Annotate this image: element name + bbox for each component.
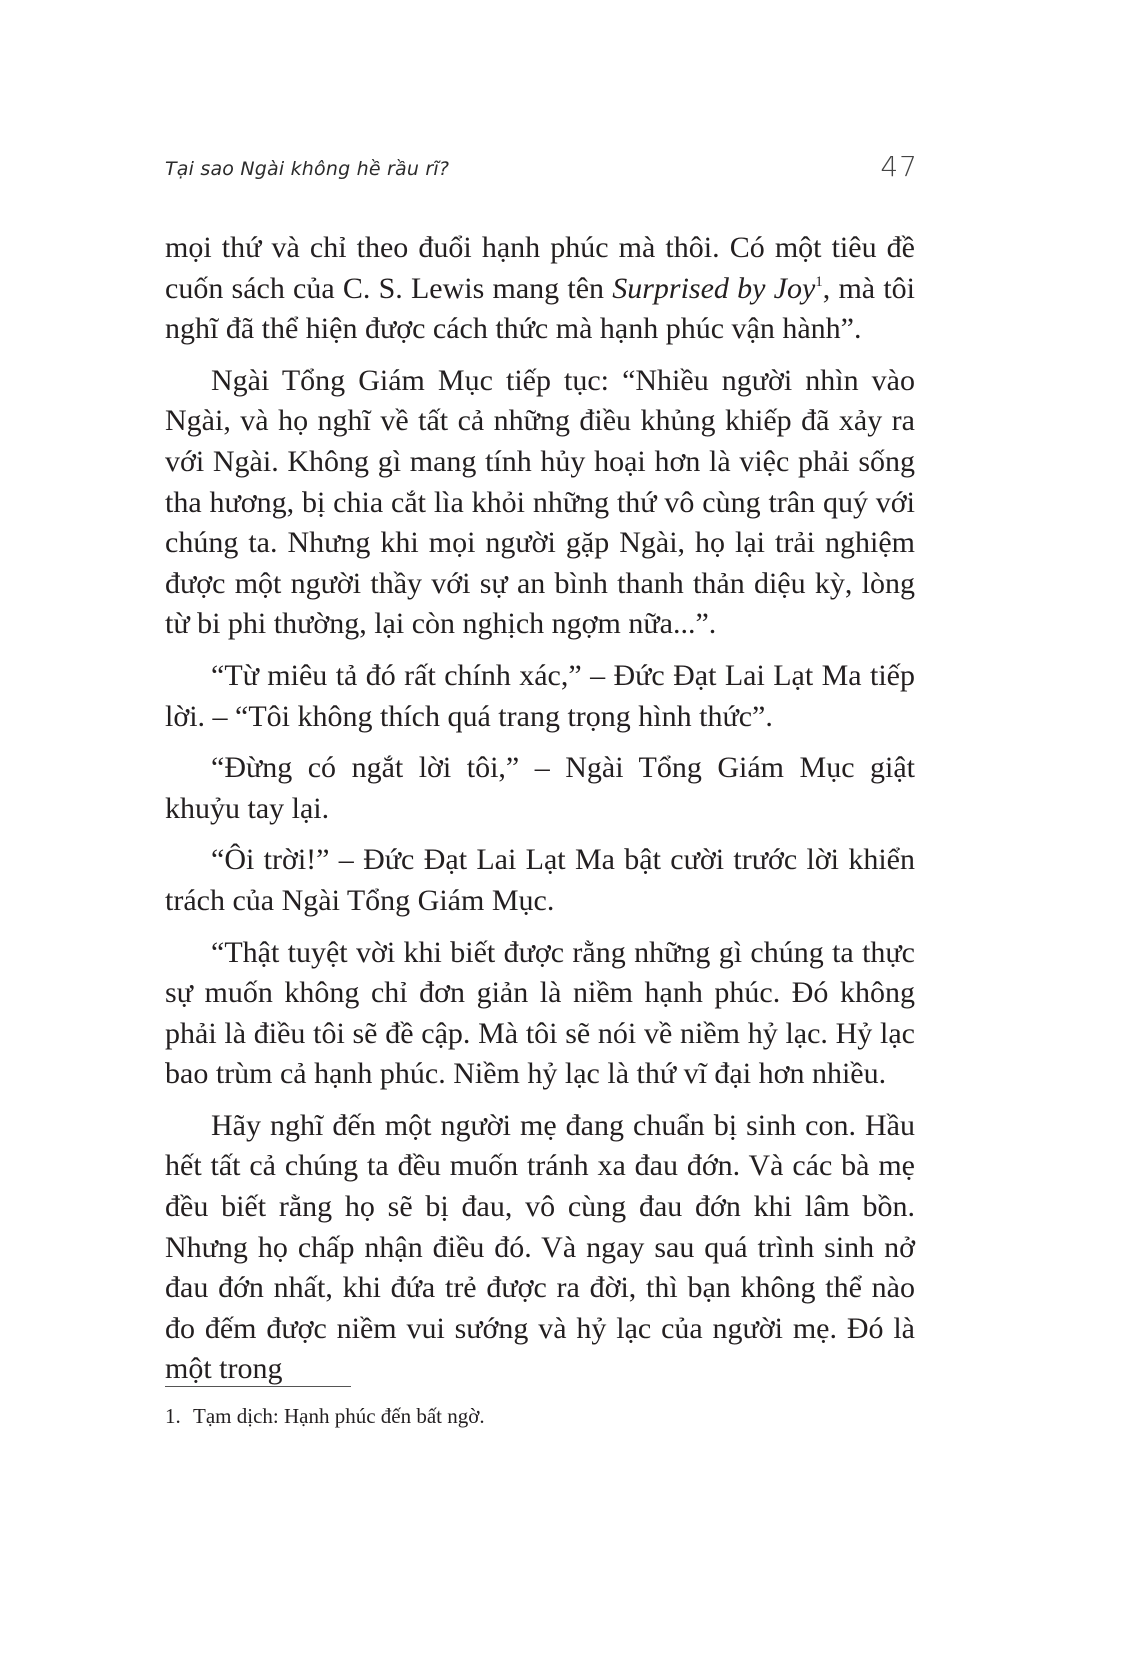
paragraph-3: “Từ miêu tả đó rất chính xác,” – Đức Đạt Lai Lạt Ma tiếp lời. – “Tôi không thích quá trang trọng hình thức”. <box>165 658 915 733</box>
paragraph-2: Ngài Tổng Giám Mục tiếp tục: “Nhiều người nhìn vào Ngài, và họ nghĩ về tất cả những điều khủng khiếp đã xảy ra với Ngài. Không gì mang tính hủy hoại hơn là việc phải sống tha hương, bị chia cắt lìa khỏi những thứ vô cùng trân quý với chúng ta. Nhưng khi mọi người gặp Ngài, họ lại trải nghiệm được một người thầy với sự an bình thanh thản diệu kỳ, lòng từ bi phi thường, lại còn nghịch ngợm nữa...”. <box>165 363 915 641</box>
paragraph-5: “Ôi trời!” – Đức Đạt Lai Lạt Ma bật cười trước lời khiển trách của Ngài Tổng Giám Mục. <box>165 843 915 917</box>
footnote-number: 1. <box>165 1404 181 1428</box>
paragraph-4: “Đừng có ngắt lời tôi,” – Ngài Tổng Giám Mục giật khuỷu tay lại. <box>165 751 915 825</box>
page-number: 47 <box>880 150 918 183</box>
footnote-divider <box>165 1386 351 1387</box>
running-title: Tại sao Ngài không hề rầu rĩ? <box>165 158 450 180</box>
paragraph-7: Hãy nghĩ đến một người mẹ đang chuẩn bị sinh con. Hầu hết tất cả chúng ta đều muốn tránh xa đau đớn. Và các bà mẹ đều biết rằng họ sẽ bị đau, vô cùng đau đớn khi lâm bồn. Nhưng họ chấp nhận điều đó. Và ngay sau quá trình sinh nở đau đớn nhất, khi đứa trẻ được ra đời, thì bạn không thể nào đo đếm được niềm vui sướng và hỷ lạc của người mẹ. Đó là một trong <box>165 1108 915 1386</box>
footnote-text: Tạm dịch: Hạnh phúc đến bất ngờ. <box>193 1404 485 1428</box>
book-title-italic: Surprised by Joy <box>612 271 816 305</box>
paragraph-1 <box>165 228 915 350</box>
footnote <box>165 1404 915 1429</box>
paragraph-1-text-a: mọi thứ và chỉ theo đuổi hạnh phúc mà thôi. Có một tiêu đề cuốn sách của C. S. Lewis mang tên <box>165 231 915 305</box>
paragraph-1-text-b: , mà tôi nghĩ đã thể hiện được cách thức mà hạnh phúc vận hành”. <box>165 271 915 346</box>
body-text <box>165 228 915 1401</box>
running-header <box>165 150 918 190</box>
footnote-reference: 1 <box>815 273 823 290</box>
paragraph-6: “Thật tuyệt vời khi biết được rằng những gì chúng ta thực sự muốn không chỉ đơn giản là niềm hạnh phúc. Đó không phải là điều tôi sẽ đề cập. Mà tôi sẽ nói về niềm hỷ lạc. Hỷ lạc bao trùm cả hạnh phúc. Niềm hỷ lạc là thứ vĩ đại hơn nhiều. <box>165 935 915 1091</box>
